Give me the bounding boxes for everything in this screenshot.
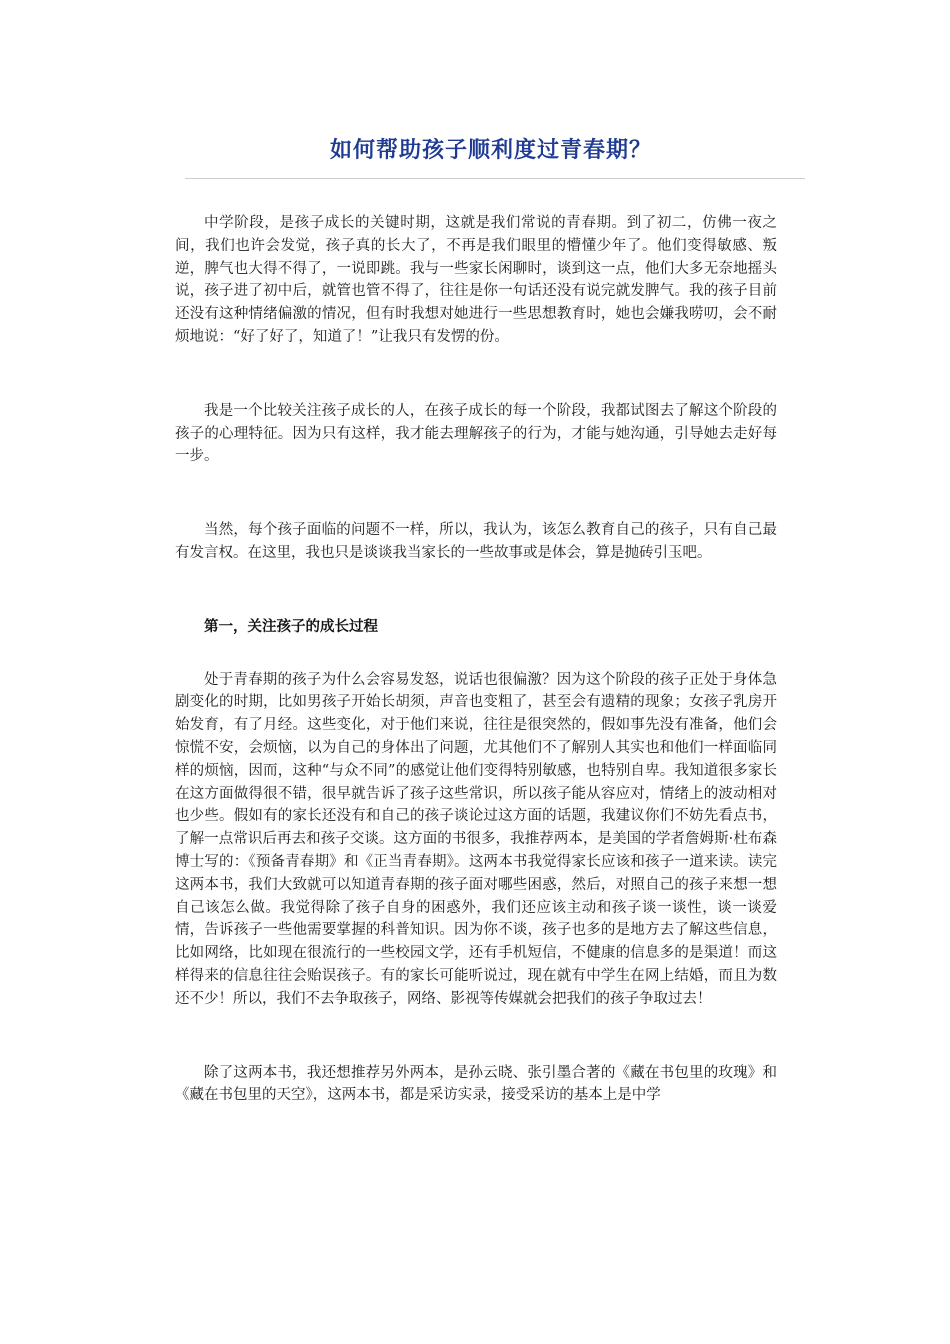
article-body xyxy=(175,212,777,1158)
section-1-paragraph-1: 处于青春期的孩子为什么会容易发怒，说话也很偏激？因为这个阶段的孩子正处于身体急剧变化的时期，比如男孩子开始长胡须，声音也变粗了，甚至会有遗精的现象；女孩子乳房开始发育，有了月经。这些变化，对于他们来说，往往是很突然的，假如事先没有准备，他们会惊慌不安，会烦恼，以为自己的身体出了问题，尤其他们不了解别人其实也和他们一样面临同样的烦恼，因而，这种“与众不同”的感觉让他们变得特别敏感，也特别自卑。我知道很多家长在这方面做得很不错，很早就告诉了孩子这些常识，所以孩子能从容应对，情绪上的波动相对也少些。假如有的家长还没有和自己的孩子谈论过这方面的话题，我建议你们不妨先看点书，了解一点常识后再去和孩子交谈。这方面的书很多，我推荐两本，是美国的学者詹姆斯·杜布森博士写的：《预备青春期》和《正当青春期》。这两本书我觉得家长应该和孩子一道来读。读完这两本书，我们大致就可以知道青春期的孩子面对哪些困惑，然后，对照自己的孩子来想一想自己该怎么做。我觉得除了孩子自身的困惑外，我们还应该主动和孩子谈一谈性，谈一谈爱情，告诉孩子一些他需要掌握的科普知识。因为你不谈，孩子也多的是地方去了解这些信息，比如网络，比如现在很流行的一些校园文学，还有手机短信，不健康的信息多的是渠道！而这样得来的信息往往会贻误孩子。有的家长可能听说过，现在就有中学生在网上结婚，而且为数还不少！所以，我们不去争取孩子，网络、影视等传媒就会把我们的孩子争取过去！ xyxy=(175,671,777,1007)
intro-paragraph-2: 我是一个比较关注孩子成长的人，在孩子成长的每一个阶段，我都试图去了解这个阶段的孩子的心理特征。因为只有这样，我才能去理解孩子的行为，才能与她沟通，引导她去走好每一步。 xyxy=(175,402,777,465)
section-heading-1: 第一，关注孩子的成长过程 xyxy=(204,617,378,635)
intro-paragraph-1: 中学阶段，是孩子成长的关键时期，这就是我们常说的青春期。到了初二，仿佛一夜之间，我们也许会发觉，孩子真的长大了，不再是我们眼里的懵懂少年了。他们变得敏感、叛逆，脾气也大得不得了，一说即跳。我与一些家长闲聊时，谈到这一点，他们大多无奈地摇头说，孩子进了初中后，就管也管不得了，往往是你一句话还没有说完就发脾气。我的孩子目前还没有这种情绪偏激的情况，但有时我想对她进行一些思想教育时，她也会嫌我唠叨，会不耐烦地说：“好了好了，知道了！”让我只有发愣的份。 xyxy=(175,215,777,345)
title-divider xyxy=(185,178,805,179)
section-1-paragraph-2: 除了这两本书，我还想推荐另外两本，是孙云晓、张引墨合著的《藏在书包里的玫瑰》和《藏在书包里的天空》，这两本书，都是采访实录，接受采访的基本上是中学 xyxy=(175,1064,777,1104)
page-title: 如何帮助孩子顺利度过青春期？ xyxy=(329,137,652,163)
intro-paragraph-3: 当然，每个孩子面临的问题不一样，所以，我认为，该怎么教育自己的孩子，只有自己最有发言权。在这里，我也只是谈谈我当家长的一些故事或是体会，算是抛砖引玉吧。 xyxy=(175,522,777,561)
